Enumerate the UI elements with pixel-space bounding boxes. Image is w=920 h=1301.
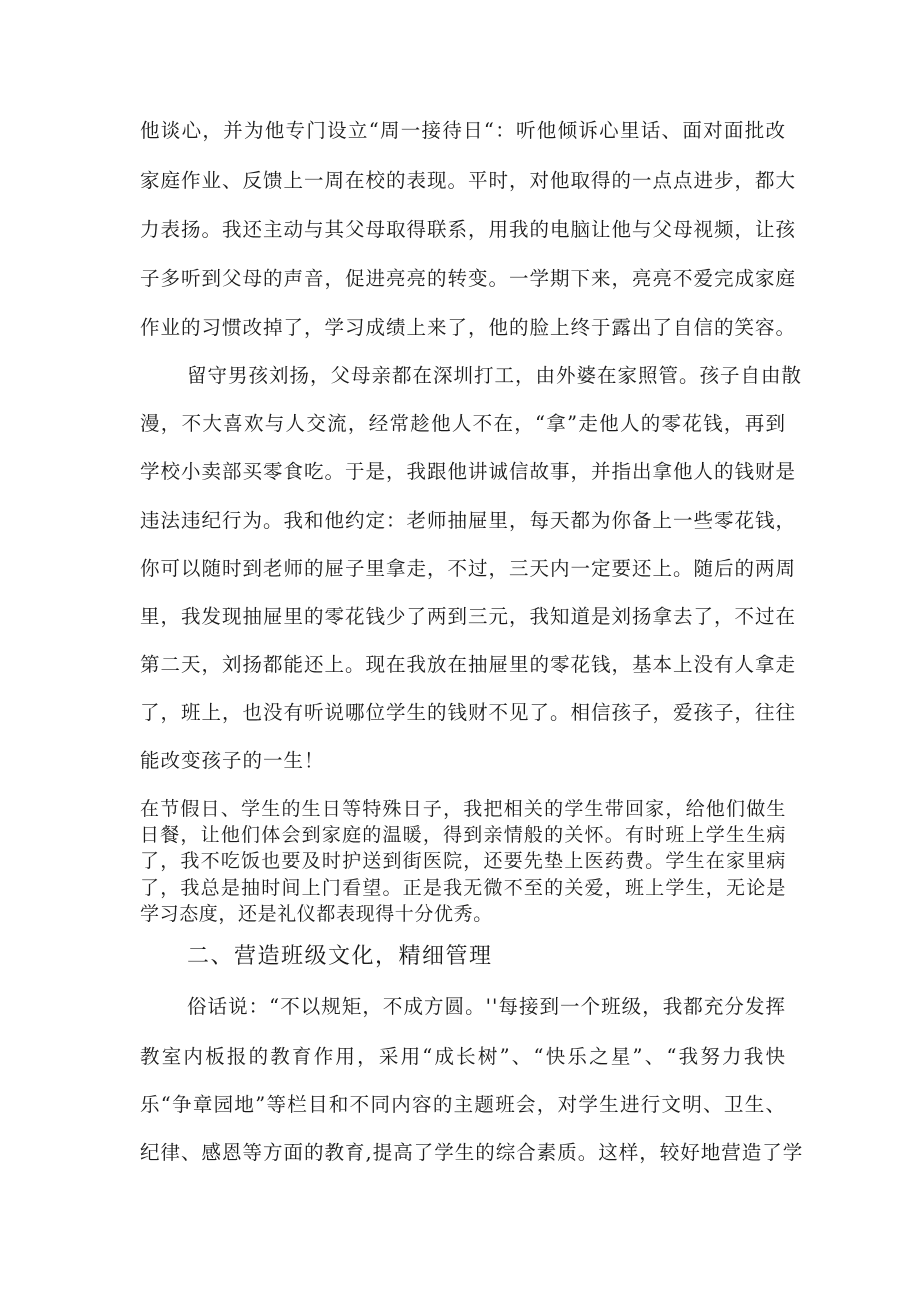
text-line: 了，我不吃饭也要及时护送到街医院，还要先垫上医药费。学生在家里病 [140,850,786,872]
text-line: 第二天，刘扬都能还上。现在我放在抽屉里的零花钱，基本上没有人拿走 [140,653,797,676]
text-line: 日餐，让他们体会到家庭的温暖，得到亲情般的关怀。有时班上学生生病 [140,824,786,846]
text-line: 学习态度，还是礼仪都表现得十分优秀。 [140,903,493,925]
text-line: 子多听到父母的声音，促进亮亮的转变。一学期下来，亮亮不爱完成家庭 [140,267,797,290]
section-heading: 二、营造班级文化，精细管理 [187,944,493,969]
text-line: 俗话说：“不以规矩，不成方圆。''每接到一个班级，我都充分发挥 [187,995,786,1018]
text-line: 力表扬。我还主动与其父母取得联系，用我的电脑让他与父母视频，让孩 [140,218,797,241]
text-line: 漫，不大喜欢与人交流，经常趁他人不在，“拿”走他人的零花钱，再到 [140,412,786,435]
text-line: 作业的习惯改掉了，学习成绩上来了，他的脸上终于露出了自信的笑容。 [140,316,797,339]
text-line: 家庭作业、反馈上一周在校的表现。平时，对他取得的一点点进步，都大 [140,169,797,192]
text-line: 你可以随时到老师的屉子里拿走，不过，三天内一定要还上。随后的两周 [140,557,797,580]
text-line: 里，我发现抽屉里的零花钱少了两到三元，我知道是刘扬拿去了，不过在 [140,605,797,628]
text-line: 违法违纪行为。我和他约定：老师抽屉里，每天都为你备上一些零花钱， [140,509,797,532]
text-line: 了，班上，也没有听说哪位学生的钱财不见了。相信孩子，爱孩子，往往 [140,701,797,724]
text-line: 纪律、感恩等方面的教育,提高了学生的综合素质。这样，较好地营造了学 [140,1141,804,1164]
text-line: 学校小卖部买零食吃。于是，我跟他讲诚信故事，并指出拿他人的钱财是 [140,460,797,483]
text-line: 了，我总是抽时间上门看望。正是我无微不至的关爱，班上学生，无论是 [140,877,786,899]
text-line: 留守男孩刘扬，父母亲都在深圳打工，由外婆在家照管。孩子自由散 [187,364,803,387]
text-line: 能改变孩子的一生！ [140,749,325,772]
text-line: 教室内板报的教育作用，采用“成长树”、“快乐之星”、“我努力我快 [140,1045,786,1068]
text-line: 他谈心，并为他专门设立“周一接待日“：听他倾诉心里话、面对面批改 [140,119,786,142]
text-line: 乐“争章园地”等栏目和不同内容的主题班会，对学生进行文明、卫生、 [140,1093,786,1116]
text-line: 在节假日、学生的生日等特殊日子，我把相关的学生带回家，给他们做生 [140,798,786,820]
